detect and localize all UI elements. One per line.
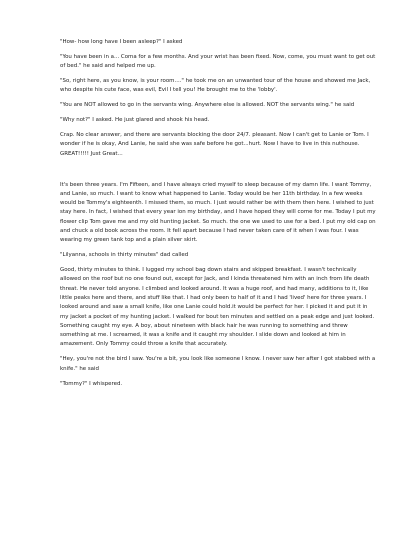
paragraph: "Hey, you're not the bird I saw. You're a bit, you look like someone I know. I never saw her after I got stabbed with a knife." he said	[60, 356, 376, 372]
paragraph: "Lilyanna, schools in thirty minutes" dad called	[60, 252, 189, 259]
paragraph: "Why not?" I asked. He just glared and shook his head.	[60, 117, 210, 124]
paragraph: "Tommy?" I whispered.	[60, 380, 123, 387]
paragraph: Crap. No clear answer, and there are servants blocking the door 24/7. pleasant. Now I can't get to Lanie or Tom. I wonder if he is okay, And Lanie, he said she was safe before he got...hurt. Now I have to live in this nuthouse. GREAT!!!!! Just Great...	[60, 132, 369, 157]
paragraph: It's been three years. I'm Fifteen, and I have always cried myself to sleep because of my damn life. I want Tommy, and Lanie, so much. I want to know what happened to Lanie. Today would be her 11th birthday. In a few weeks would be Tommy's eighteenth. I missed them, so much. I just would rather be with them then here. I wished to just stay here. In fact, I wished that every year ion my birthday, and I have hoped they will come for me. Today I put my flower clip Tom gave me and my old hunting jacket. So much. the one we used to use for a bed. I put my old cap on and chuck a old book across the room. It fell apart because I had never taken care of it when I was four. I was wearing my green tank top and a plain silver skirt.	[60, 181, 376, 244]
paragraph: "How- how long have I been asleep?" I asked	[60, 39, 183, 45]
paragraph: "So, right here, as you know, is your room...." he took me on an unwanted tour of the house and showed me Jack, who despite his cute face, was evil, Evil I tell you! He brought me to the 'lobby'.	[60, 78, 371, 94]
paragraph: "You have been in a... Coma for a few months. And your wrist has been fixed. Now, come, you must want to get out of bed." he said and helped me up.	[60, 53, 376, 70]
section-two	[60, 181, 376, 389]
paragraph: Good, thirty minutes to think. I lugged my school bag down stairs and skipped breakfast. I wasn't technically allowed on the roof but no one found out, except for Jack, and I kinda threatened him with an inch from life death threat. He never told anyone. I climbed and looked around. It was a huge roof, and had many, additions to it, like little peaks here and there, and stuff like that. I had only been to half of it and I had 'lived' here for three years. I looked around and saw a small knife, like one Lanie could hold.it would be perfect for her. I picked it and put it in my jacket a pocket of my hunting jacket. I walked for bout ten minutes and settled on a peak edge and just looked. Something caught my eye. A boy, about nineteen with black hair he was running to something and threw something at me. I screamed, it was a knife and it caught my shoulder. I slide down and looked at him in amazement. Only Tommy could throw a knife that accurately.	[60, 267, 375, 348]
section-one	[60, 38, 376, 159]
paragraph: "You are NOT allowed to go in the servants wing. Anywhere else is allowed. NOT the servants wing." he said	[60, 102, 355, 109]
section-break	[60, 165, 376, 181]
